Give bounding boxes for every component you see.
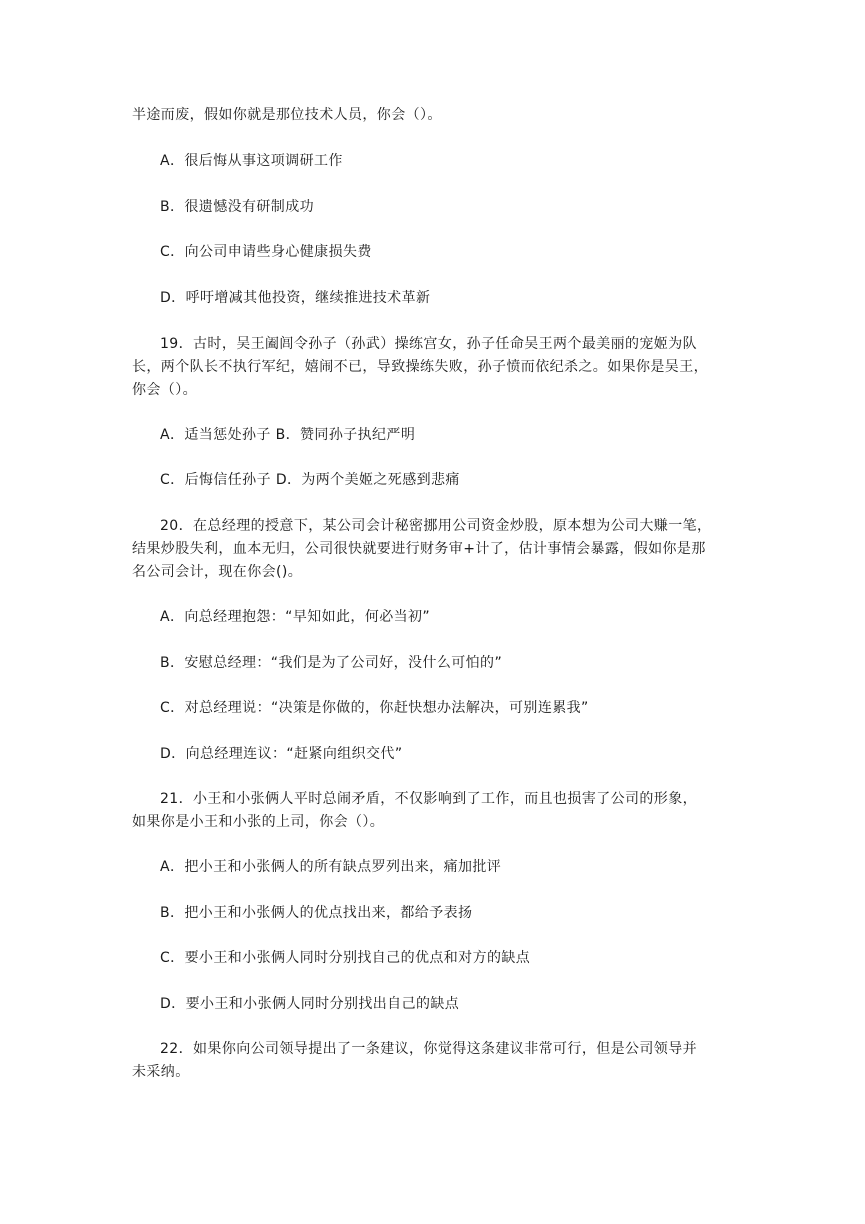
question-22-stem-line-2: 未采纳。 — [132, 1064, 190, 1080]
question-20-option-d: D．向总经理连议：“赶紧向组织交代” — [160, 746, 403, 762]
question-19-options-ab: A．适当惩处孙子 B．赞同孙子执纪严明 — [160, 427, 416, 443]
question-18-stem-continued: 半途而废，假如你就是那位技术人员，你会（）。 — [132, 107, 442, 123]
question-18-option-d: D．呼吁增减其他投资，继续推进技术革新 — [160, 290, 431, 306]
question-20-option-b: B．安慰总经理：“我们是为了公司好，没什么可怕的” — [160, 655, 503, 671]
question-18-option-c: C．向公司申请些身心健康损失费 — [160, 244, 372, 260]
question-22-stem-line-1: 22．如果你向公司领导提出了一条建议，你觉得这条建议非常可行，但是公司领导并 — [160, 1041, 698, 1057]
question-20-stem-line-3: 名公司会计，现在你会()。 — [132, 564, 303, 580]
question-21-option-d: D．要小王和小张俩人同时分别找出自己的缺点 — [160, 996, 460, 1012]
question-18-option-b: B．很遗憾没有研制成功 — [160, 199, 315, 215]
question-21-option-a: A．把小王和小张俩人的所有缺点罗列出来，痛加批评 — [160, 859, 502, 875]
question-20-option-c: C．对总经理说：“决策是你做的，你赶快想办法解决，可别连累我” — [160, 700, 589, 716]
question-18-option-a: A．很后悔从事这项调研工作 — [160, 153, 343, 169]
question-19-stem-line-1: 19．古时，吴王阖闾令孙子（孙武）操练宫女，孙子任命吴王两个最美丽的宠姬为队 — [160, 336, 698, 352]
question-19-stem-line-3: 你会（）。 — [132, 382, 197, 398]
question-21-option-c: C．要小王和小张俩人同时分别找自己的优点和对方的缺点 — [160, 950, 531, 966]
question-20-stem-line-1: 20．在总经理的授意下，某公司会计秘密挪用公司资金炒股，原本想为公司大赚一笔， — [160, 518, 712, 534]
question-19-options-cd: C．后悔信任孙子 D．为两个美姬之死感到悲痛 — [160, 472, 460, 488]
question-20-option-a: A．向总经理抱怨：“早知如此，何必当初” — [160, 609, 431, 625]
question-19-stem-line-2: 长，两个队长不执行军纪，嬉闹不已，导致操练失败，孙子愤而依纪杀之。如果你是吴王， — [132, 359, 708, 375]
question-21-stem-line-1: 21．小王和小张俩人平时总闹矛盾，不仅影响到了工作，而且也损害了公司的形象， — [160, 791, 698, 807]
question-20-stem-line-2: 结果炒股失利，血本无归，公司很快就要进行财务审+计了，估计事情会暴露，假如你是那 — [132, 541, 706, 557]
question-21-stem-line-2: 如果你是小王和小张的上司，你会（）。 — [132, 814, 385, 830]
question-21-option-b: B．把小王和小张俩人的优点找出来，都给予表扬 — [160, 905, 473, 921]
